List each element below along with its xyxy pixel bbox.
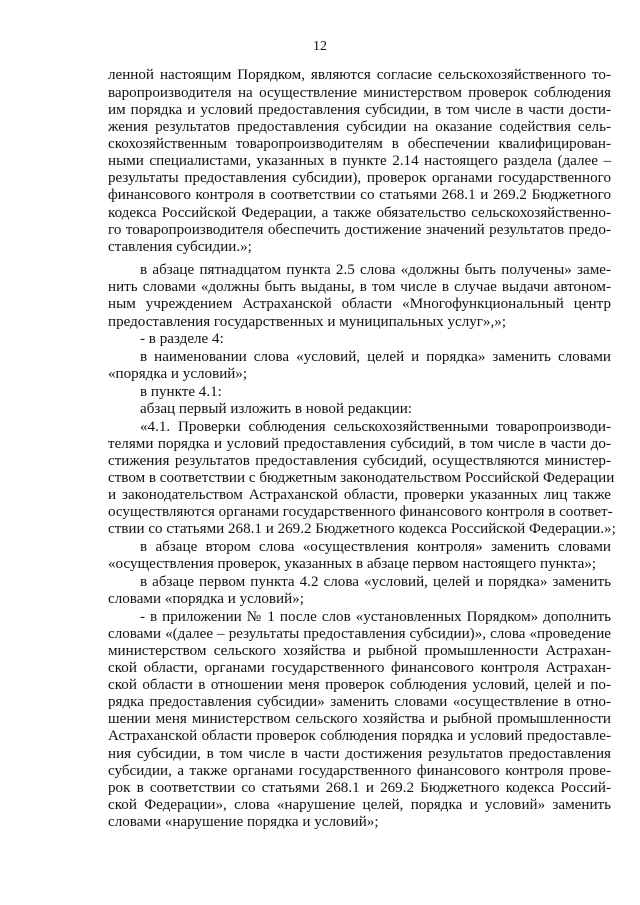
text-line: ской области, органами государственного финансового контроля Астрахан- — [108, 660, 611, 676]
text-line: словами «порядка и условий»; — [108, 591, 304, 607]
text-line: в пункте 4.1: — [140, 384, 222, 400]
text-line: го товаропроизводителя обеспечить достижение значений результатов предо- — [108, 222, 611, 238]
text-line: жения результатов предоставления субсидии на оказание содействия сель- — [108, 119, 611, 135]
text-line: - в разделе 4: — [140, 331, 224, 347]
text-line: предоставления государственных и муниципальных услуг»,»; — [108, 314, 507, 330]
text-line: телями порядка и условий предоставления субсидий, в том числе в части до- — [108, 436, 611, 452]
text-line: ской области в отношении меня проверок соблюдения условий, целей и по- — [108, 677, 611, 693]
text-line: абзац первый изложить в новой редакции: — [140, 401, 412, 417]
text-line: финансового контроля в соответствии со статьями 268.1 и 269.2 Бюджетного — [108, 187, 611, 203]
text-line: ской Федерации», слова «нарушение целей, порядка и условий» заменить — [108, 797, 611, 813]
text-line: ния субсидии, в том числе в части достижения результатов предоставления — [108, 746, 611, 762]
text-line: субсидии, а также органами государственного финансового контроля прове- — [108, 763, 611, 779]
text-line: рядка предоставления субсидии» заменить словами «осуществление в отно- — [108, 694, 611, 710]
text-line: ствии со статьями 268.1 и 269.2 Бюджетного кодекса Российской Федерации.»; — [108, 521, 616, 537]
text-line: в абзаце пятнадцатом пункта 2.5 слова «должны быть получены» заме- — [140, 262, 611, 278]
text-line: министерством сельского хозяйства и рыбной промышленности Астрахан- — [108, 643, 611, 659]
text-line: осуществляются органами государственного финансового контроля в соответ- — [108, 504, 613, 520]
text-line: ством в соответствии с бюджетным законодательством Российской Федерации — [108, 470, 615, 486]
text-line: ными специалистами, указанных в пункте 2.14 настоящего раздела (далее – — [108, 153, 611, 169]
text-line: в абзаце втором слова «осуществления контроля» заменить словами — [140, 539, 611, 555]
text-line: Астраханской области проверок соблюдения порядка и условий предоставле- — [108, 728, 611, 744]
text-line: словами «нарушение порядка и условий»; — [108, 814, 379, 830]
text-line: «порядка и условий»; — [108, 366, 248, 382]
text-line: варопроизводителя на осуществление министерством проверок соблюдения — [108, 85, 611, 101]
text-line: стижения результатов предоставления субсидий, осуществляются министер- — [108, 453, 611, 469]
text-line: - в приложении № 1 после слов «установленных Порядком» дополнить — [140, 609, 611, 625]
text-line: и законодательством Астраханской области, проверки указанных лиц также — [108, 487, 611, 503]
text-line: скохозяйственным товаропроизводителям в обеспечении квалифицирован- — [108, 136, 611, 152]
text-line: рок в соответствии со статьями 268.1 и 269.2 Бюджетного кодекса Россий- — [108, 780, 611, 796]
text-line: ным учреждением Астраханской области «Многофункциональный центр — [108, 296, 611, 312]
text-line: ленной настоящим Порядком, являются согласие сельскохозяйственного то- — [108, 67, 611, 83]
text-line: нить словами «должны быть выданы, в том числе в случае выдачи автоном- — [108, 279, 611, 295]
text-line: кодекса Российской Федерации, а также обязательство сельскохозяйственно- — [108, 205, 611, 221]
text-line: словами «(далее – результаты предоставления субсидии)», слова «проведение — [108, 626, 611, 642]
text-line: в абзаце первом пункта 4.2 слова «условий, целей и порядка» заменить — [140, 574, 611, 590]
text-line: результаты предоставления субсидии), проверок органами государственного — [108, 170, 611, 186]
text-line: «4.1. Проверки соблюдения сельскохозяйственными товаропроизводи- — [140, 419, 611, 435]
text-line: «осуществления проверок, указанных в абзаце первом настоящего пункта»; — [108, 556, 597, 572]
text-line: шении меня министерством сельского хозяйства и рыбной промышленности — [108, 711, 611, 727]
text-line: в наименовании слова «условий, целей и порядка» заменить словами — [140, 349, 611, 365]
text-line: ставления субсидии.»; — [108, 239, 252, 255]
text-line: им порядка и условий предоставления субсидии, в том числе в части дости- — [108, 102, 611, 118]
page-number: 12 — [313, 39, 327, 54]
